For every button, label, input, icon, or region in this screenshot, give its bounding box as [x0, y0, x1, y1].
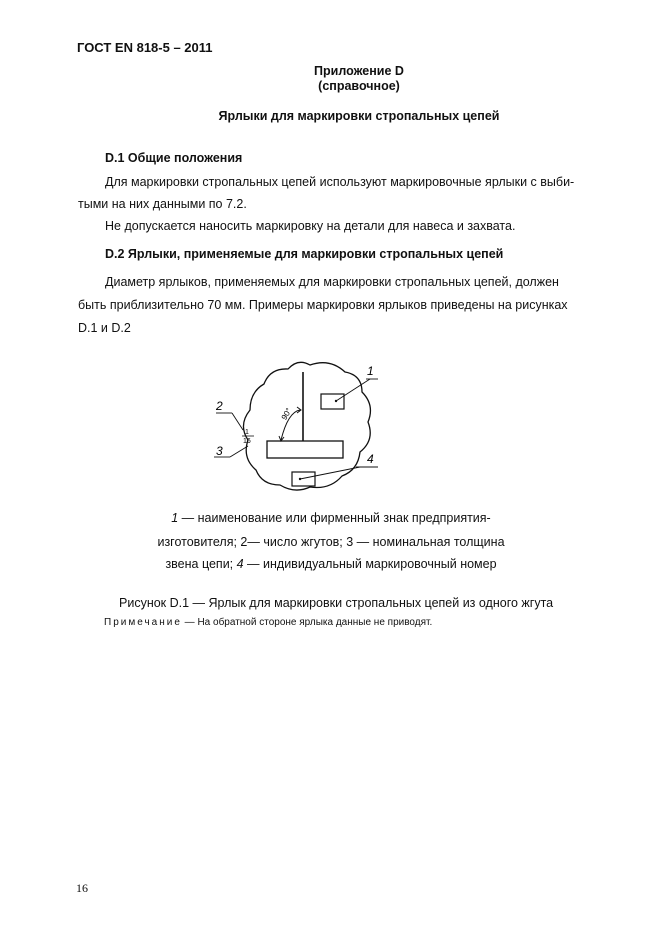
section-2-heading: D.2 Ярлыки, применяемые для маркировки стропальных цепей — [105, 247, 504, 261]
callout-1: 1 — [367, 364, 374, 378]
thickness-box — [267, 441, 343, 458]
appendix-title: Приложение D — [314, 64, 404, 78]
section-2-para-line-1: Диаметр ярлыков, применяемых для маркировки стропальных цепей, должен — [105, 275, 559, 289]
page-number: 16 — [76, 881, 88, 895]
legend-text-3: — индивидуальный маркировочный номер — [243, 557, 497, 571]
callout-2: 2 — [216, 399, 223, 413]
section-1-heading: D.1 Общие положения — [105, 151, 243, 165]
callout-3: 3 — [216, 444, 223, 458]
angle-label: 90° — [279, 406, 294, 422]
fraction-numerator: 1 — [245, 429, 249, 436]
note-text: — На обратной стороне ярлыка данные не приводят. — [181, 617, 433, 628]
legend-line-1 — [0, 511, 662, 525]
number-box — [292, 472, 315, 486]
document-header: ГОСТ EN 818-5 – 2011 — [77, 40, 213, 55]
section-2-para-line-3: D.1 и D.2 — [78, 321, 131, 335]
figure-note — [104, 617, 432, 628]
legend-prefix-3: звена цепи; — [165, 557, 237, 571]
note-label: Примечание — [104, 617, 182, 628]
figure-caption: Рисунок D.1 — Ярлык для маркировки стропальных цепей из одного жгута — [119, 596, 554, 610]
section-1-para-1-line-2: тыми на них данными по 7.2. — [78, 197, 247, 211]
legend-text-1: — наименование или фирменный знак предприятия- — [178, 511, 491, 525]
tag-figure — [205, 357, 395, 497]
tag-outline — [243, 362, 370, 490]
legend-num-1: 1 — [171, 511, 179, 525]
legend-line-2: изготовителя; 2— число жгутов; 3 — номинальная толщина — [157, 535, 505, 549]
callout-4: 4 — [367, 452, 374, 466]
section-1-para-1-line-1: Для маркировки стропальных цепей используют маркировочные ярлыки с выби- — [105, 175, 575, 189]
legend-line-3 — [0, 557, 662, 571]
legend-num-4: 4 — [236, 557, 244, 571]
maker-box — [321, 394, 344, 409]
fraction-denominator: 16 — [243, 438, 251, 445]
appendix-subtitle: (справочное) — [318, 79, 400, 93]
section-2-para-line-2: быть приблизительно 70 мм. Примеры маркировки ярлыков приведены на рисунках — [78, 298, 568, 312]
appendix-heading: Ярлыки для маркировки стропальных цепей — [218, 109, 500, 123]
section-1-para-2: Не допускается наносить маркировку на детали для навеса и захвата. — [105, 219, 516, 233]
